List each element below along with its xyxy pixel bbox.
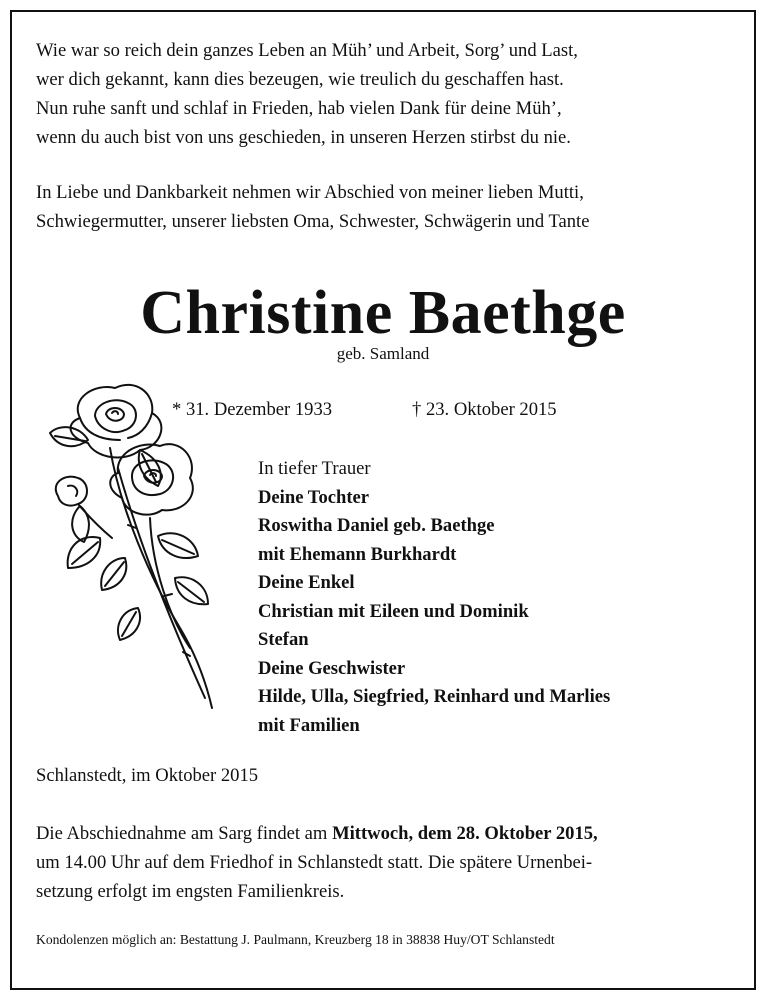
mourner-line: Deine Enkel bbox=[258, 572, 355, 593]
mourners-list bbox=[258, 455, 610, 740]
poem-line: wenn du auch bist von uns geschieden, in unseren Herzen stirbst du nie. bbox=[36, 127, 571, 148]
notice-text: Die Abschiednahme am Sarg findet am bbox=[36, 823, 333, 844]
birth-date: * 31. Dezember 1933 bbox=[172, 399, 333, 420]
notice-line-3: setzung erfolgt im engsten Familienkreis. bbox=[36, 881, 345, 902]
mourner-line: mit Familien bbox=[258, 714, 360, 736]
intro-line: In Liebe und Dankbarkeit nehmen wir Abschied von meiner lieben Mutti, bbox=[36, 182, 584, 203]
place-and-date: Schlanstedt, im Oktober 2015 bbox=[36, 765, 259, 786]
rose-illustration-icon bbox=[40, 378, 230, 718]
notice-date: Mittwoch, dem 28. Oktober 2015, bbox=[332, 823, 598, 844]
poem bbox=[36, 36, 736, 152]
birth-name: geb. Samland bbox=[336, 344, 430, 363]
death-date: † 23. Oktober 2015 bbox=[412, 399, 557, 420]
condolence-info: Kondolenzen möglich an: Bestattung J. Paulmann, Kreuzberg 18 in 38838 Huy/OT Schlanstedt bbox=[36, 932, 555, 947]
notice-line-1 bbox=[36, 819, 598, 848]
intro-line: Schwiegermutter, unserer liebsten Oma, Schwester, Schwägerin und Tante bbox=[36, 211, 590, 232]
notice-line-2: um 14.00 Uhr auf dem Friedhof in Schlanstedt statt. Die spätere Urnenbei- bbox=[36, 852, 593, 873]
deceased-name: Christine Baethge bbox=[140, 279, 626, 347]
mourner-line: Hilde, Ulla, Siegfried, Reinhard und Marlies bbox=[258, 686, 611, 707]
funeral-notice bbox=[36, 819, 598, 906]
mourner-line: Roswitha Daniel geb. Baethge bbox=[258, 515, 495, 536]
mourner-line: In tiefer Trauer bbox=[258, 458, 371, 479]
mourner-line: Deine Geschwister bbox=[258, 657, 406, 679]
mourner-line: Christian mit Eileen und Dominik bbox=[258, 600, 529, 622]
mourner-line: Deine Tochter bbox=[258, 486, 370, 508]
farewell-intro bbox=[36, 178, 736, 236]
mourner-line: Stefan bbox=[258, 629, 309, 650]
poem-line: Wie war so reich dein ganzes Leben an Müh’ und Arbeit, Sorg’ und Last, bbox=[36, 40, 578, 61]
poem-line: wer dich gekannt, kann dies bezeugen, wie treulich du geschaffen hast. bbox=[36, 69, 564, 90]
mourner-line: mit Ehemann Burkhardt bbox=[258, 543, 457, 565]
poem-line: Nun ruhe sanft und schlaf in Frieden, hab vielen Dank für deine Müh’, bbox=[36, 98, 562, 119]
